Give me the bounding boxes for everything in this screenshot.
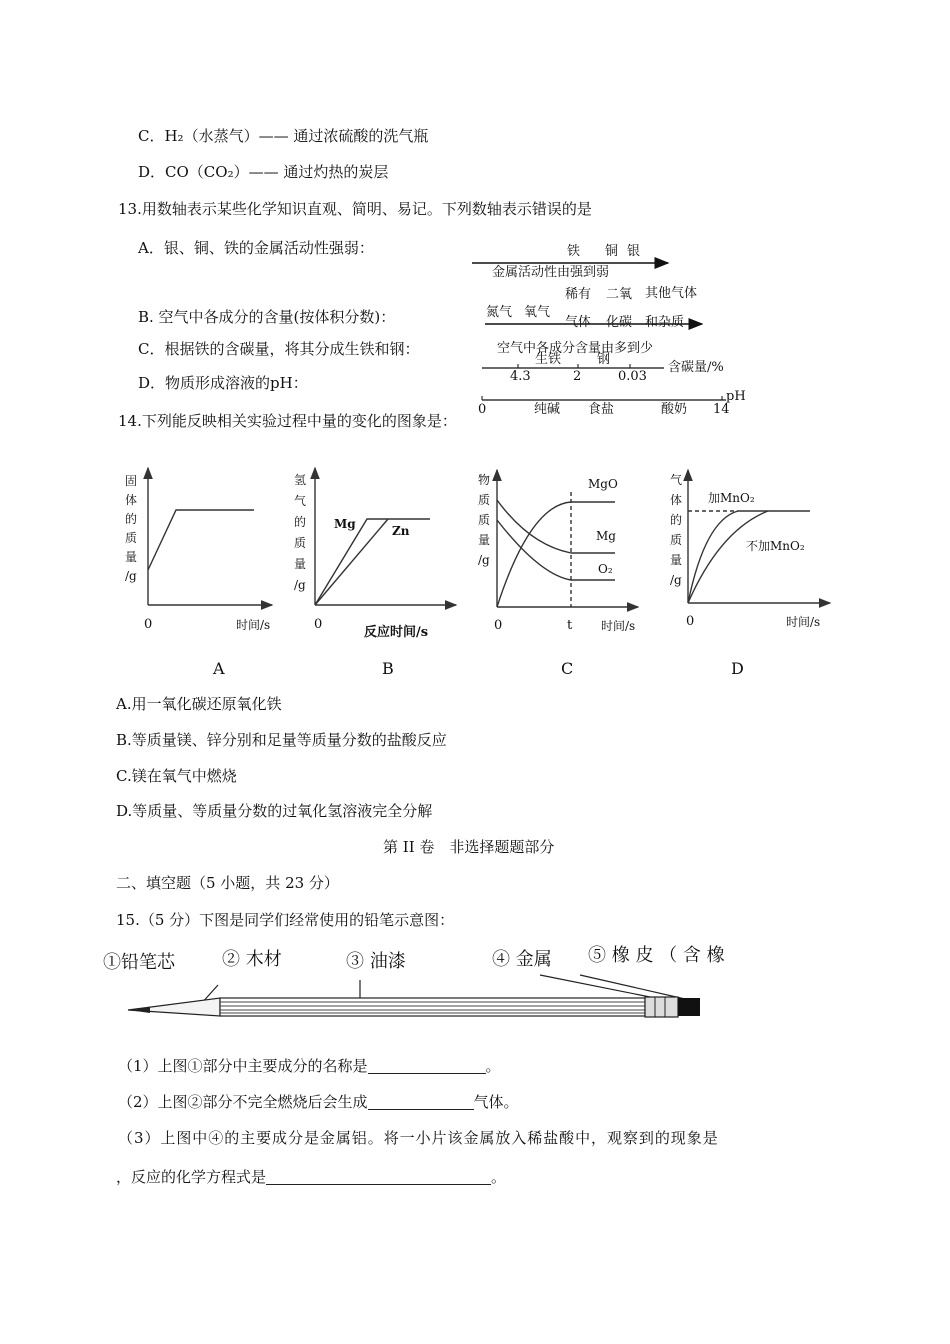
axis-c-tick: 0.03 (618, 369, 647, 384)
graph-d-origin: 0 (686, 614, 695, 629)
graph-c-label-o2: O₂ (598, 562, 613, 576)
graph-c-caption: C (561, 659, 574, 678)
pencil-label-5: ⑤ 橡 皮 （ 含 橡 (588, 945, 725, 966)
axis-c-unit: 含碳量/% (668, 360, 724, 375)
pencil-eraser (678, 998, 700, 1016)
pencil-lead (128, 1007, 150, 1013)
graph-c-label-mg: Mg (596, 529, 616, 543)
axis-b-caption: 空气中各成分含量由多到少 (497, 341, 654, 356)
axis-a-caption: 金属活动性由强到弱 (492, 265, 610, 280)
pencil-tip (128, 998, 220, 1016)
answer-blank-2[interactable] (368, 1094, 474, 1110)
axis-d-unit: pH (726, 389, 746, 404)
pencil-label-3: ③ 油漆 (346, 951, 406, 972)
graph-d-ylabel: 气 体 的 质 量 /g (670, 473, 683, 587)
graph-b-ylabel: 氢 气 的 质 量 /g (294, 473, 307, 592)
q14-option-d: D.等质量、等质量分数的过氧化氢溶液完全分解 (116, 802, 433, 820)
axis-d-item: 纯碱 (534, 402, 561, 417)
pencil-label-1: ①铅笔芯 (103, 952, 175, 973)
part2-title: 第 II 卷 非选择题题部分 (383, 838, 555, 856)
axis-c-tick: 2 (573, 369, 582, 384)
graph-a-origin: 0 (144, 617, 153, 632)
answer-blank-3[interactable] (266, 1169, 491, 1185)
q13-option-d: D．物质形成溶液的pH： (138, 374, 308, 392)
graph-c-xlabel: 时间/s (601, 619, 636, 633)
graph-a-caption: A (213, 659, 225, 678)
graph-b-origin: 0 (314, 617, 323, 632)
section-title: 二、填空题（5 小题，共 23 分） (116, 874, 339, 892)
q13-option-b: B. 空气中各成分的含量(按体积分数)： (138, 308, 396, 326)
axis-c-tick: 4.3 (510, 369, 531, 384)
graph-c-t-label: t (567, 618, 573, 633)
axis-b-left: 氧气 (524, 305, 551, 320)
leader-5 (580, 975, 685, 999)
graph-a-ylabel: 固 体 的 质 量 /g (125, 474, 138, 583)
axis-d-tick: 0 (478, 402, 487, 417)
axis-d-item: 食盐 (588, 402, 615, 417)
axis-a-label: 银 (627, 244, 641, 259)
q14-option-c: C.镁在氧气中燃烧 (116, 767, 237, 785)
graph-b-xlabel: 反应时间/s (364, 625, 429, 640)
q14-stem: 14.下列能反映相关实验过程中量的变化的图象是： (118, 412, 457, 430)
q14-option-a: A.用一氧化碳还原氧化铁 (116, 695, 282, 713)
q13-option-c: C．根据铁的含碳量，将其分成生铁和钢： (138, 340, 420, 358)
graph-d-label-no-mno2: 不加MnO₂ (746, 539, 805, 553)
q15-sub3: （3）上图中④的主要成分是金属铝。将一小片该金属放入稀盐酸中，观察到的现象是 (118, 1129, 719, 1147)
graph-d-label-mno2: 加MnO₂ (708, 491, 755, 505)
axis-a-label: 铜 (605, 244, 619, 259)
q15-sub3-cont: ，反应的化学方程式是 。 (116, 1168, 507, 1186)
axis-b-bottom: 气体 (565, 315, 592, 330)
pencil-ferrule (645, 997, 678, 1017)
axis-c-top: 钢 (597, 352, 611, 367)
q13-option-a: A．银、铜、铁的金属活动性强弱： (138, 239, 374, 257)
axis-d-item: 酸奶 (661, 402, 688, 417)
graph-a-xlabel: 时间/s (236, 618, 271, 632)
pencil-label-4: ④ 金属 (492, 949, 552, 970)
axis-b-top: 二氧 (606, 287, 633, 302)
axis-c-top: 生铁 (535, 352, 562, 367)
axis-b-bottom: 和杂质 (645, 315, 685, 330)
q12-option-d: D．CO（CO₂）—— 通过灼热的炭层 (138, 163, 389, 181)
q15-sub2: （2）上图②部分不完全燃烧后会生成 气体。 (118, 1093, 519, 1111)
axis-b-left: 氮气 (486, 305, 513, 320)
answer-blank-1[interactable] (368, 1058, 486, 1074)
q15-sub1: （1）上图①部分中主要成分的名称是 。 (118, 1057, 501, 1075)
graph-c-label-mgo: MgO (588, 477, 618, 491)
q15-stem: 15.（5 分）下图是同学们经常使用的铅笔示意图： (116, 911, 455, 929)
axis-b-top: 其他气体 (645, 286, 698, 301)
q14-option-b: B.等质量镁、锌分别和足量等质量分数的盐酸反应 (116, 731, 447, 749)
graph-c-origin: 0 (494, 618, 503, 633)
graph-b-label-mg: Mg (334, 517, 356, 531)
graph-d-xlabel: 时间/s (786, 615, 821, 629)
graph-b-caption: B (382, 659, 394, 678)
graph-c-ylabel: 物 质 质 量 /g (478, 473, 491, 567)
graph-b-label-zn: Zn (392, 524, 410, 538)
axis-b-bottom: 化碳 (606, 315, 633, 330)
leader-4 (540, 975, 665, 1000)
axis-a-label: 铁 (567, 244, 581, 259)
q12-option-c: C．H₂（水蒸气）—— 通过浓硫酸的洗气瓶 (138, 127, 429, 145)
pencil-label-2: ② 木材 (222, 949, 282, 970)
axis-b-top: 稀有 (565, 287, 592, 302)
axis-d-tick: 14 (713, 402, 730, 417)
graph-d-caption: D (731, 659, 744, 678)
q13-stem: 13.用数轴表示某些化学知识直观、简明、易记。下列数轴表示错误的是 (118, 200, 592, 218)
